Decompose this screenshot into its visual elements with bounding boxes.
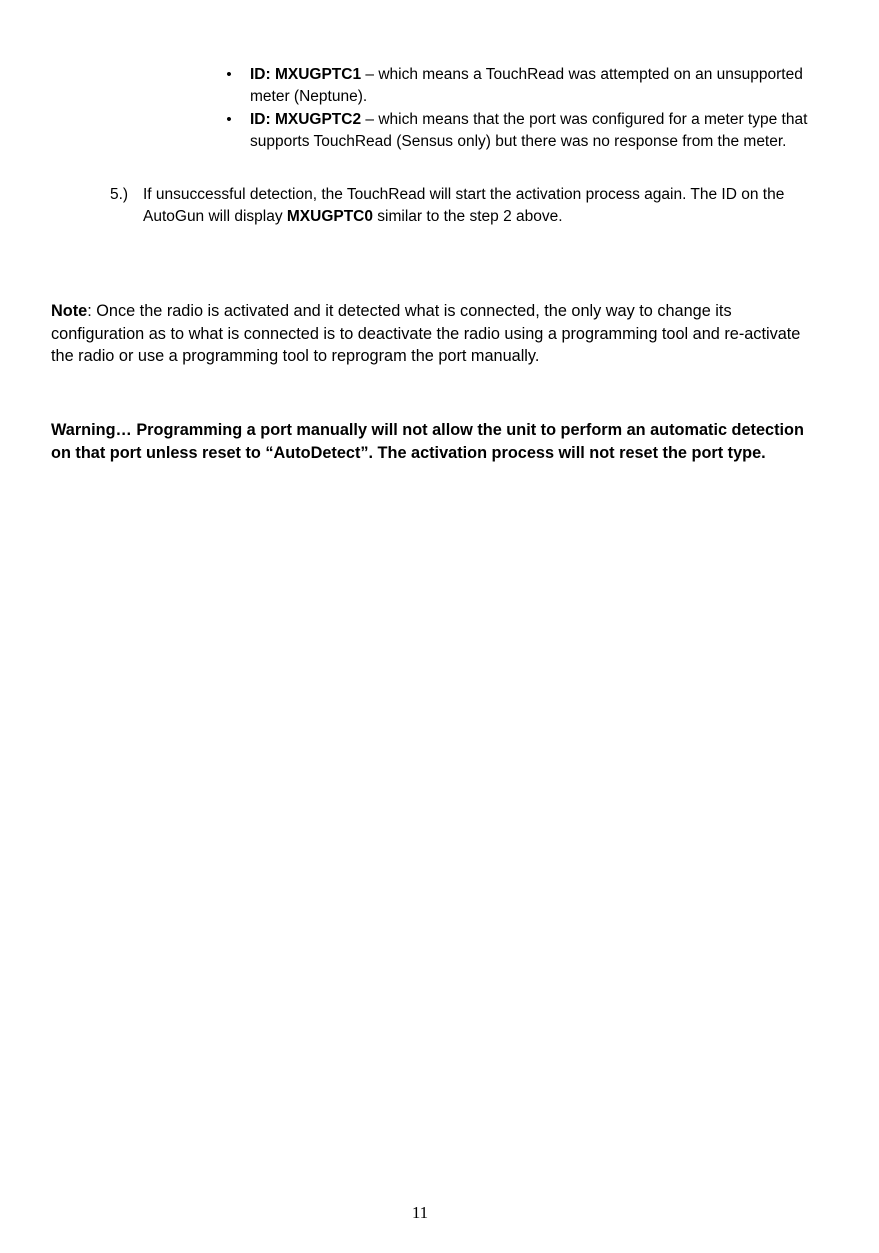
step-text [143,184,810,227]
bullet-code: MXUGPTC1 [274,66,362,83]
step-text-after: similar to the step 2 above. [373,207,563,225]
step-code: MXUGPTC0 [286,207,373,225]
note-text: : Once the radio is activated and it detected what is connected, the only way to change its configuration as to what is connected is to deactivate the radio using a programming tool and re-activate the radio or use a programming tool to reprogram the port manually. [51,302,801,365]
warning-paragraph: Warning… Programming a port manually will not allow the unit to perform an automatic detection on that port unless reset to “AutoDetect”. The activation process will not reset the port type. [51,421,804,462]
step-5 [110,184,810,227]
bullet-label: ID: [250,66,275,83]
page-number: 11 [411,1203,429,1222]
bullet-text: – which means that the port was configured for a meter type that supports TouchRead (Sensus only) but there was no response from the meter. [250,111,808,150]
note-label: Note [51,302,88,320]
bullet-mxugptc1 [226,64,810,107]
step-number: 5.) [110,186,129,203]
step-text-before: If unsuccessful detection, the TouchRead will start the activation process again. The ID on the AutoGun will display [143,186,785,225]
bullet-icon: • [226,66,232,83]
bullet-text: – which means a TouchRead was attempted on an unsupported meter (Neptune). [250,66,803,105]
bullet-code: MXUGPTC2 [274,111,362,128]
id-bullet-list [226,64,810,154]
note-paragraph [51,300,811,368]
bullet-label: ID: [250,111,275,128]
bullet-mxugptc2 [226,109,810,152]
bullet-icon: • [226,111,232,128]
